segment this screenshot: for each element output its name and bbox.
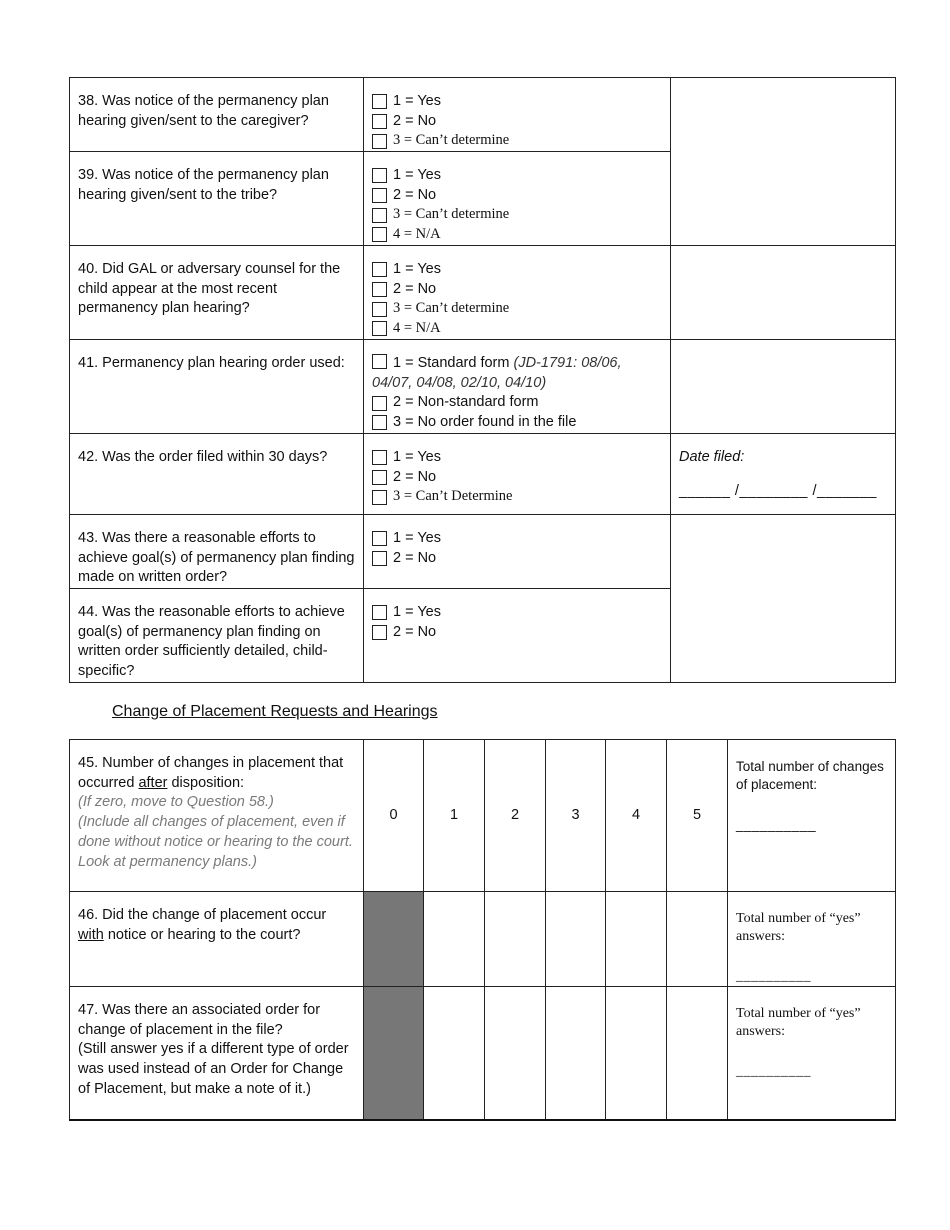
total-yes-label-46: Total number of “yes” answers: — [736, 911, 861, 944]
shaded-cell — [364, 892, 424, 987]
question-row-41 — [70, 339, 896, 433]
checkbox[interactable] — [372, 302, 387, 317]
answer-cell-47-2[interactable] — [485, 987, 546, 1120]
question-46: 46. Did the change of placement occur with notice or hearing to the court? — [70, 892, 364, 987]
checkbox[interactable] — [372, 208, 387, 223]
option-42-1[interactable]: 1 = Yes — [372, 448, 662, 468]
total-yes-cell-46 — [728, 892, 896, 987]
total-changes-label: Total number of changes of placement: — [736, 759, 884, 792]
count-column-1[interactable]: 1 — [424, 740, 485, 892]
question-row-40 — [70, 245, 896, 339]
options-41 — [364, 339, 671, 433]
checkbox[interactable] — [372, 114, 387, 129]
option-42-3[interactable]: 3 = Can’t Determine — [372, 487, 662, 507]
question-45-note-include: (Include all changes of placement, even if done without notice or hearing to the court. Look at permanency plans.) — [78, 814, 353, 870]
checkbox[interactable] — [372, 321, 387, 336]
option-41-2[interactable]: 2 = Non-standard form — [372, 393, 662, 413]
option-41-3[interactable]: 3 = No order found in the file — [372, 413, 662, 433]
checkbox[interactable] — [372, 94, 387, 109]
option-44-1[interactable]: 1 = Yes — [372, 603, 662, 623]
option-43-2[interactable]: 2 = No — [372, 549, 662, 569]
total-changes-field[interactable]: __________ — [736, 817, 817, 832]
date-filed-label: Date filed: — [679, 448, 745, 465]
question-row-38 — [70, 78, 896, 152]
question-42: 42. Was the order filed within 30 days? — [70, 433, 364, 514]
options-40 — [364, 245, 671, 339]
question-39: 39. Was notice of the permanency plan hearing given/sent to the tribe? — [70, 152, 364, 246]
checkbox[interactable] — [372, 396, 387, 411]
total-yes-cell-47 — [728, 987, 896, 1120]
section-heading: Change of Placement Requests and Hearings — [112, 703, 438, 720]
answer-cell-47-1[interactable] — [424, 987, 485, 1120]
checkbox[interactable] — [372, 490, 387, 505]
option-39-1[interactable]: 1 = Yes — [372, 166, 662, 186]
question-38: 38. Was notice of the permanency plan hearing given/sent to the caregiver? — [70, 78, 364, 152]
option-38-2[interactable]: 2 = No — [372, 112, 662, 132]
notes-cell-38-39 — [671, 78, 896, 246]
option-38-1[interactable]: 1 = Yes — [372, 92, 662, 112]
question-row-42 — [70, 433, 896, 514]
option-41-1[interactable]: 1 = Standard form (JD-1791: 08/06, 04/07, 04/08, 02/10, 04/10) — [372, 354, 622, 391]
answer-cell-46-1[interactable] — [424, 892, 485, 987]
question-45-note-skip: (If zero, move to Question 58.) — [78, 794, 274, 811]
option-43-1[interactable]: 1 = Yes — [372, 529, 662, 549]
option-40-4[interactable]: 4 = N/A — [372, 319, 662, 339]
question-41: 41. Permanency plan hearing order used: — [70, 339, 364, 433]
checkbox[interactable] — [372, 262, 387, 277]
option-39-2[interactable]: 2 = No — [372, 186, 662, 206]
options-44 — [364, 588, 671, 682]
question-row-47 — [70, 987, 896, 1120]
change-of-placement-table — [69, 739, 896, 1121]
count-column-2[interactable]: 2 — [485, 740, 546, 892]
notes-cell-40 — [671, 245, 896, 339]
checkbox[interactable] — [372, 531, 387, 546]
date-filed-cell — [671, 433, 896, 514]
answer-cell-46-5[interactable] — [667, 892, 728, 987]
checkbox[interactable] — [372, 354, 387, 369]
answer-cell-46-4[interactable] — [606, 892, 667, 987]
answer-cell-46-3[interactable] — [546, 892, 606, 987]
notes-cell-41 — [671, 339, 896, 433]
answer-cell-47-5[interactable] — [667, 987, 728, 1120]
option-40-2[interactable]: 2 = No — [372, 280, 662, 300]
options-43 — [364, 514, 671, 588]
checkbox[interactable] — [372, 134, 387, 149]
count-column-3[interactable]: 3 — [546, 740, 606, 892]
options-42 — [364, 433, 671, 514]
checkbox[interactable] — [372, 168, 387, 183]
checkbox[interactable] — [372, 470, 387, 485]
options-39 — [364, 152, 671, 246]
checkbox[interactable] — [372, 227, 387, 242]
checkbox[interactable] — [372, 551, 387, 566]
question-47: 47. Was there an associated order for change of placement in the file? (Still answer yes if a different type of order was used instead of an Order for Change of Placement, but make a note of it.) — [70, 987, 364, 1120]
question-44: 44. Was the reasonable efforts to achieve goal(s) of permanency plan finding on written order sufficiently detailed, child-specific? — [70, 588, 364, 682]
checkbox[interactable] — [372, 188, 387, 203]
count-column-4[interactable]: 4 — [606, 740, 667, 892]
option-42-2[interactable]: 2 = No — [372, 468, 662, 488]
date-filed-field[interactable]: ______ /________ /_______ — [679, 482, 877, 499]
total-yes-label-47: Total number of “yes” answers: — [736, 1006, 861, 1039]
count-column-5[interactable]: 5 — [667, 740, 728, 892]
option-44-2[interactable]: 2 = No — [372, 623, 662, 643]
option-39-4[interactable]: 4 = N/A — [372, 225, 662, 245]
total-changes-cell — [728, 740, 896, 892]
question-43: 43. Was there a reasonable efforts to achieve goal(s) of permanency plan finding made on written order? — [70, 514, 364, 588]
count-column-0[interactable]: 0 — [364, 740, 424, 892]
standard-form-note: (JD-1791: 08/06, 04/07, 04/08, 02/10, 04/10) — [372, 354, 622, 391]
shaded-cell — [364, 987, 424, 1120]
options-38 — [364, 78, 671, 152]
question-40: 40. Did GAL or adversary counsel for the child appear at the most recent permanency plan hearing? — [70, 245, 364, 339]
option-38-3[interactable]: 3 = Can’t determine — [372, 131, 662, 151]
question-45: 45. Number of changes in placement that occurred after disposition: (If zero, move to Question 58.) (Include all changes of placement, even if done without notice or hearing to the court. Look at permanency plans.) — [70, 740, 364, 892]
answer-cell-47-3[interactable] — [546, 987, 606, 1120]
question-row-46 — [70, 892, 896, 987]
notes-cell-43-44 — [671, 514, 896, 682]
checkbox[interactable] — [372, 282, 387, 297]
answer-cell-46-2[interactable] — [485, 892, 546, 987]
checkbox[interactable] — [372, 415, 387, 430]
option-39-3[interactable]: 3 = Can’t determine — [372, 205, 662, 225]
question-row-45 — [70, 740, 896, 892]
checkbox[interactable] — [372, 450, 387, 465]
option-40-3[interactable]: 3 = Can’t determine — [372, 299, 662, 319]
total-yes-field-47[interactable]: __________ — [736, 1064, 811, 1079]
checkbox[interactable] — [372, 625, 387, 640]
answer-cell-47-4[interactable] — [606, 987, 667, 1120]
permanency-plan-table — [69, 77, 896, 683]
total-yes-field-46[interactable]: __________ — [736, 969, 811, 984]
question-row-43 — [70, 514, 896, 588]
checkbox[interactable] — [372, 605, 387, 620]
option-40-1[interactable]: 1 = Yes — [372, 260, 662, 280]
